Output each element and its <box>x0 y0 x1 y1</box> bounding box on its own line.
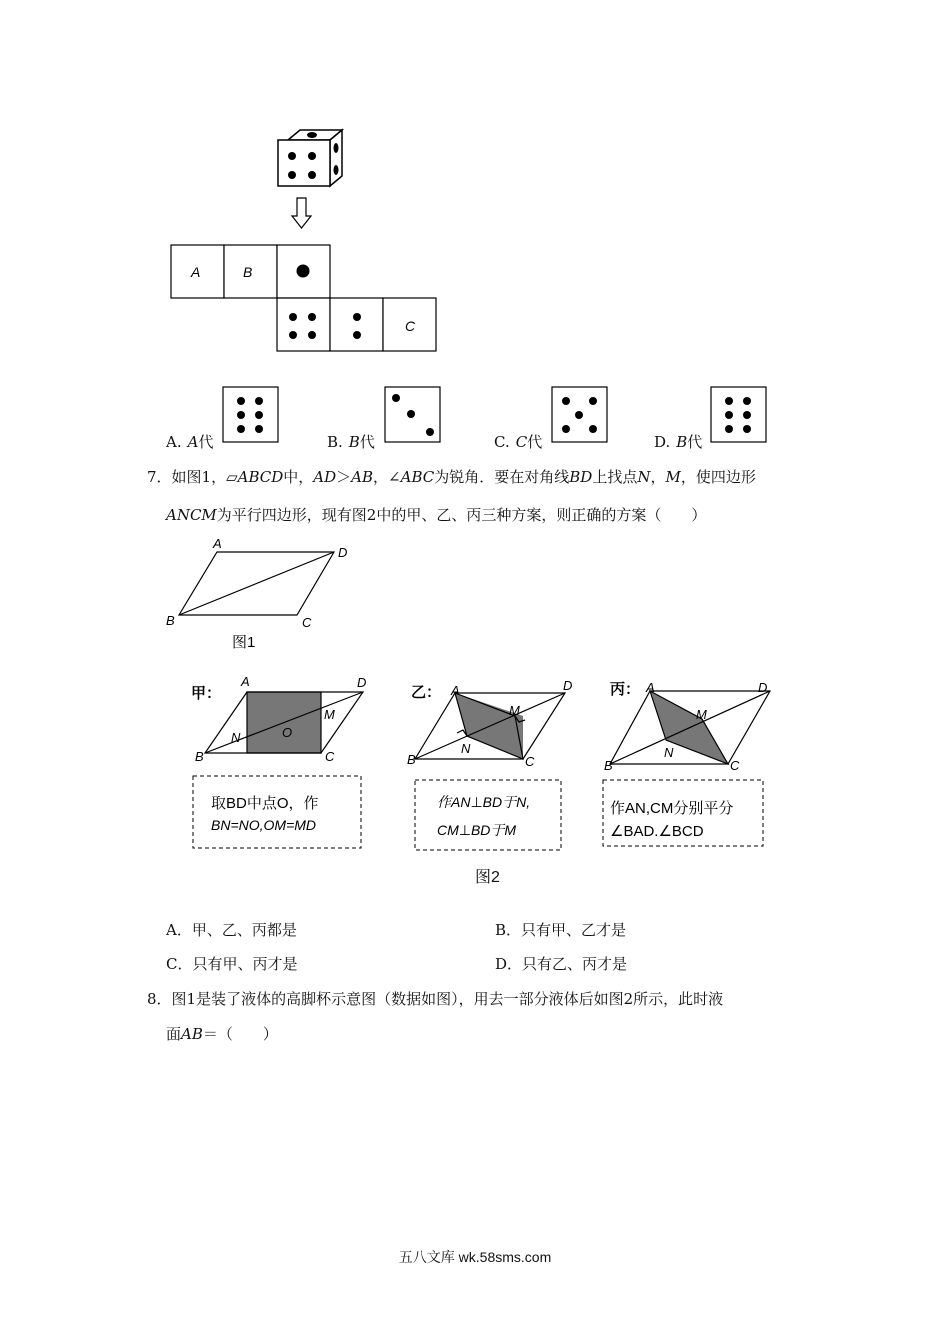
fig2-caption: 图2 <box>475 869 500 886</box>
q8-line2: 面AB＝（ ） <box>166 1025 278 1043</box>
jia-title: 甲： <box>191 685 222 702</box>
svg-text:A: A <box>451 683 460 698</box>
option-b[interactable]: B. B代 <box>327 433 375 451</box>
yi-title: 乙： <box>411 684 442 701</box>
q7-line2: ANCM为平行四边形，现有图2中的甲、乙、丙三种方案，则正确的方案（ ） <box>166 506 707 524</box>
svg-text:N: N <box>664 745 674 760</box>
net-label-a: A <box>191 264 201 280</box>
svg-text:N: N <box>461 741 471 756</box>
q7-choice-c[interactable]: C．只有甲、丙才是 <box>166 955 298 973</box>
svg-text:D: D <box>758 680 768 695</box>
svg-text:D: D <box>563 678 573 693</box>
q7-choice-a[interactable]: A．甲、乙、丙都是 <box>166 921 297 939</box>
bing-box-line2: ∠BAD.∠BCD <box>610 823 704 840</box>
bing-title: 丙： <box>610 681 641 698</box>
q7-figure1 <box>160 535 370 660</box>
fig1-label-b: B <box>166 613 175 628</box>
svg-text:C: C <box>730 758 740 773</box>
q7-line1: 7．如图1，▱ABCD中，AD＞AB，∠ABC为锐角．要在对角线BD上找点N，M，使四边形 <box>147 468 756 486</box>
dice-net-svg <box>160 120 460 370</box>
option-a-die <box>222 386 280 444</box>
option-d[interactable]: D. B代 <box>654 433 703 451</box>
svg-text:A: A <box>646 680 655 695</box>
yi-box-line1: 作AN⊥BD于N, <box>437 794 531 810</box>
jia-box-line2: BN=NO,OM=MD <box>211 817 317 833</box>
svg-text:C: C <box>325 749 335 764</box>
option-c-die <box>551 386 609 444</box>
option-b-die <box>384 386 442 444</box>
q8-line1: 8．图1是装了液体的高脚杯示意图（数据如图），用去一部分液体后如图2所示，此时液 <box>147 990 724 1008</box>
svg-text:D: D <box>357 675 367 690</box>
net-label-c: C <box>405 318 416 334</box>
q6-options <box>0 380 950 450</box>
page-footer: 五八文库 wk.58sms.com <box>398 1249 552 1265</box>
q7-panel-yi <box>405 676 585 856</box>
svg-text:O: O <box>282 725 293 740</box>
jia-box-line1: 取BD中点O，作 <box>211 795 319 812</box>
svg-text:C: C <box>525 754 535 769</box>
dice-figure <box>160 120 460 370</box>
svg-text:B: B <box>407 752 416 767</box>
q7-choice-d[interactable]: D．只有乙、丙才是 <box>495 955 628 973</box>
q7-panel-jia <box>185 670 375 855</box>
svg-text:A: A <box>241 674 250 689</box>
svg-text:M: M <box>696 707 707 722</box>
fig1-label-c: C <box>302 615 312 630</box>
yi-box-line2: CM⊥BD于M <box>437 822 517 838</box>
fig1-caption: 图1 <box>232 634 256 651</box>
fig1-label-d: D <box>338 545 348 560</box>
option-a[interactable]: A. A代 <box>166 433 214 451</box>
option-c[interactable]: C. C代 <box>494 433 543 451</box>
svg-text:M: M <box>509 703 520 718</box>
svg-text:M: M <box>324 707 335 722</box>
option-d-die <box>710 386 768 444</box>
bing-box-line1: 作AN,CM分别平分 <box>610 800 734 817</box>
svg-text:N: N <box>231 730 241 745</box>
q7-choice-b[interactable]: B．只有甲、乙才是 <box>495 921 627 939</box>
fig1-label-a: A <box>213 536 222 551</box>
q7-panel-bing <box>600 674 780 854</box>
down-arrow-icon <box>292 198 311 228</box>
net-label-b: B <box>243 264 253 280</box>
svg-text:B: B <box>195 749 204 764</box>
svg-text:B: B <box>604 758 613 773</box>
